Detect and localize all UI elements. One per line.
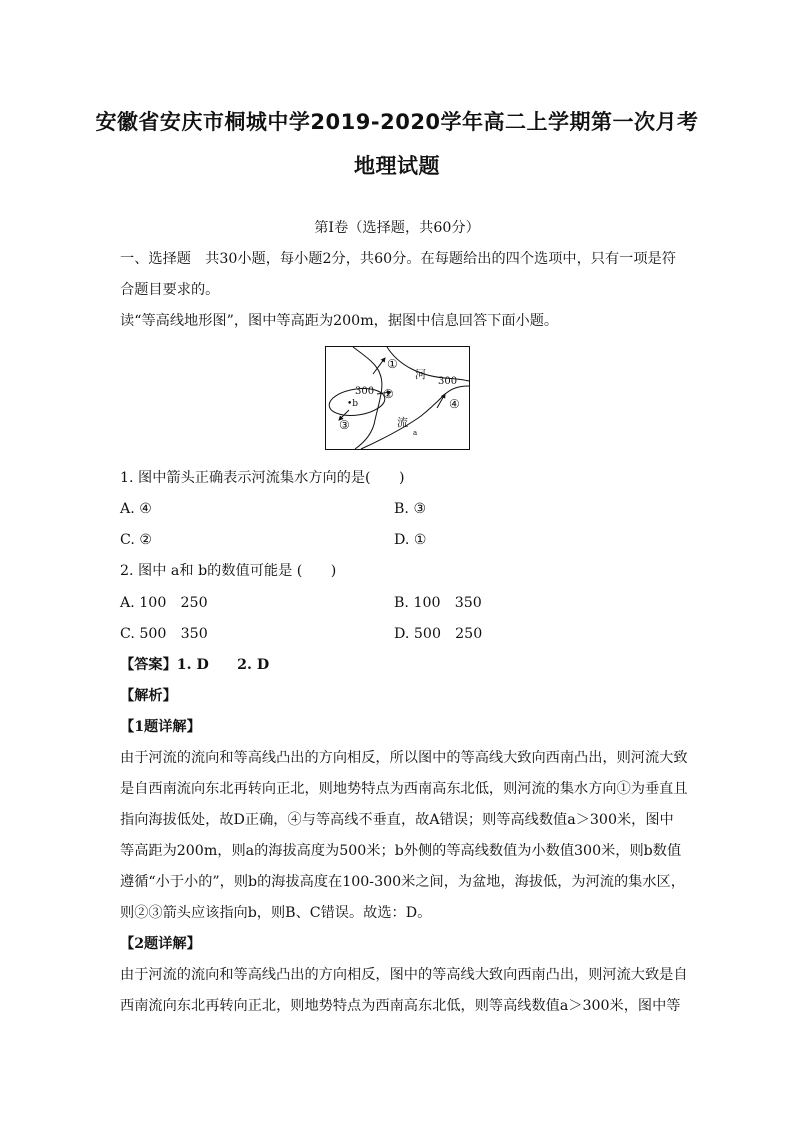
instructions-line2: 合题目要求的。 bbox=[120, 282, 220, 298]
question-1-options-row2 bbox=[120, 530, 686, 550]
question-1-options bbox=[120, 499, 686, 519]
question-2-options-row2 bbox=[120, 624, 686, 644]
label-circled-1: ① bbox=[387, 357, 398, 371]
q2-option-b[interactable]: B. 100 350 bbox=[394, 595, 482, 611]
q1-detail-line: 指向海拔低处，故D正确，④与等高线不垂直，故A错误；则等高线数值a＞300米，图中 bbox=[120, 812, 674, 828]
question-2-options bbox=[120, 593, 686, 613]
label-300-right: 300 bbox=[438, 376, 458, 387]
q1-detail-line: 由于河流的流向和等高线凸出的方向相反，所以图中的等高线大致向西南凸出，则河流大致 bbox=[120, 750, 688, 766]
document-title-line2: 地理试题 bbox=[354, 154, 440, 178]
section-header: 第Ⅰ卷（选择题，共60分） bbox=[314, 220, 480, 236]
label-he: 河 bbox=[415, 368, 426, 381]
q1-detail-line: 等高距为200m，则a的海拔高度为500米；b外侧的等高线数值为小数值300米，则b数值 bbox=[120, 843, 682, 859]
q1-detail-line: 遵循“小于小的”，则b的海拔高度在100-300米之间，为盆地，海拔低，为河流的集水区， bbox=[120, 874, 685, 890]
q2-detail-line: 由于河流的流向和等高线凸出的方向相反，图中的等高线大致向西南凸出，则河流大致是自 bbox=[120, 967, 688, 983]
label-a: a bbox=[413, 429, 418, 437]
contour-map-figure bbox=[325, 346, 470, 450]
label-circled-2: ② bbox=[383, 387, 394, 401]
label-circled-4: ④ bbox=[449, 397, 460, 411]
q1-detail-line: 则②③箭头应该指向b，则B、C错误。故选：D。 bbox=[120, 905, 432, 921]
q1-option-d[interactable]: D. ① bbox=[394, 532, 427, 548]
q2-detail-line: 西南流向东北再转向正北，则地势特点为西南高东北低，则等高线数值a＞300米，图中等 bbox=[120, 998, 681, 1014]
q1-option-b[interactable]: B. ③ bbox=[394, 501, 427, 517]
q1-option-a[interactable]: A. ④ bbox=[120, 501, 152, 517]
answer-line: 【答案】1. D 2. D bbox=[120, 657, 270, 673]
q2-option-c[interactable]: C. 500 350 bbox=[120, 626, 208, 642]
question-2-stem: 2. 图中 a和 b的数值可能是 ( ) bbox=[120, 563, 337, 579]
instructions-line1: 一、选择题 共30小题，每小题2分，共60分。在每题给出的四个选项中，只有一项是符 bbox=[120, 251, 676, 267]
analysis-header: 【解析】 bbox=[120, 688, 177, 704]
q2-detail-header: 【2题详解】 bbox=[120, 936, 201, 952]
document-title-line1: 安徽省安庆市桐城中学2019-2020学年高二上学期第一次月考 bbox=[95, 110, 699, 134]
q1-detail-header: 【1题详解】 bbox=[120, 719, 201, 735]
contour-map-svg bbox=[325, 346, 470, 450]
q1-detail-line: 是自西南流向东北再转向正北，则地势特点为西南高东北低，则河流的集水方向①为垂直且 bbox=[120, 781, 688, 797]
label-circled-3: ③ bbox=[339, 418, 350, 432]
instructions-line3: 读“等高线地形图”，图中等高距为200m，据图中信息回答下面小题。 bbox=[120, 313, 559, 329]
question-1-stem: 1. 图中箭头正确表示河流集水方向的是( ) bbox=[120, 470, 405, 486]
label-b: •b bbox=[347, 399, 359, 409]
q1-option-c[interactable]: C. ② bbox=[120, 532, 153, 548]
q2-option-d[interactable]: D. 500 250 bbox=[394, 626, 483, 642]
q2-option-a[interactable]: A. 100 250 bbox=[120, 595, 208, 611]
label-liu: 流 bbox=[397, 416, 408, 429]
label-300-left: 300 bbox=[355, 386, 375, 397]
